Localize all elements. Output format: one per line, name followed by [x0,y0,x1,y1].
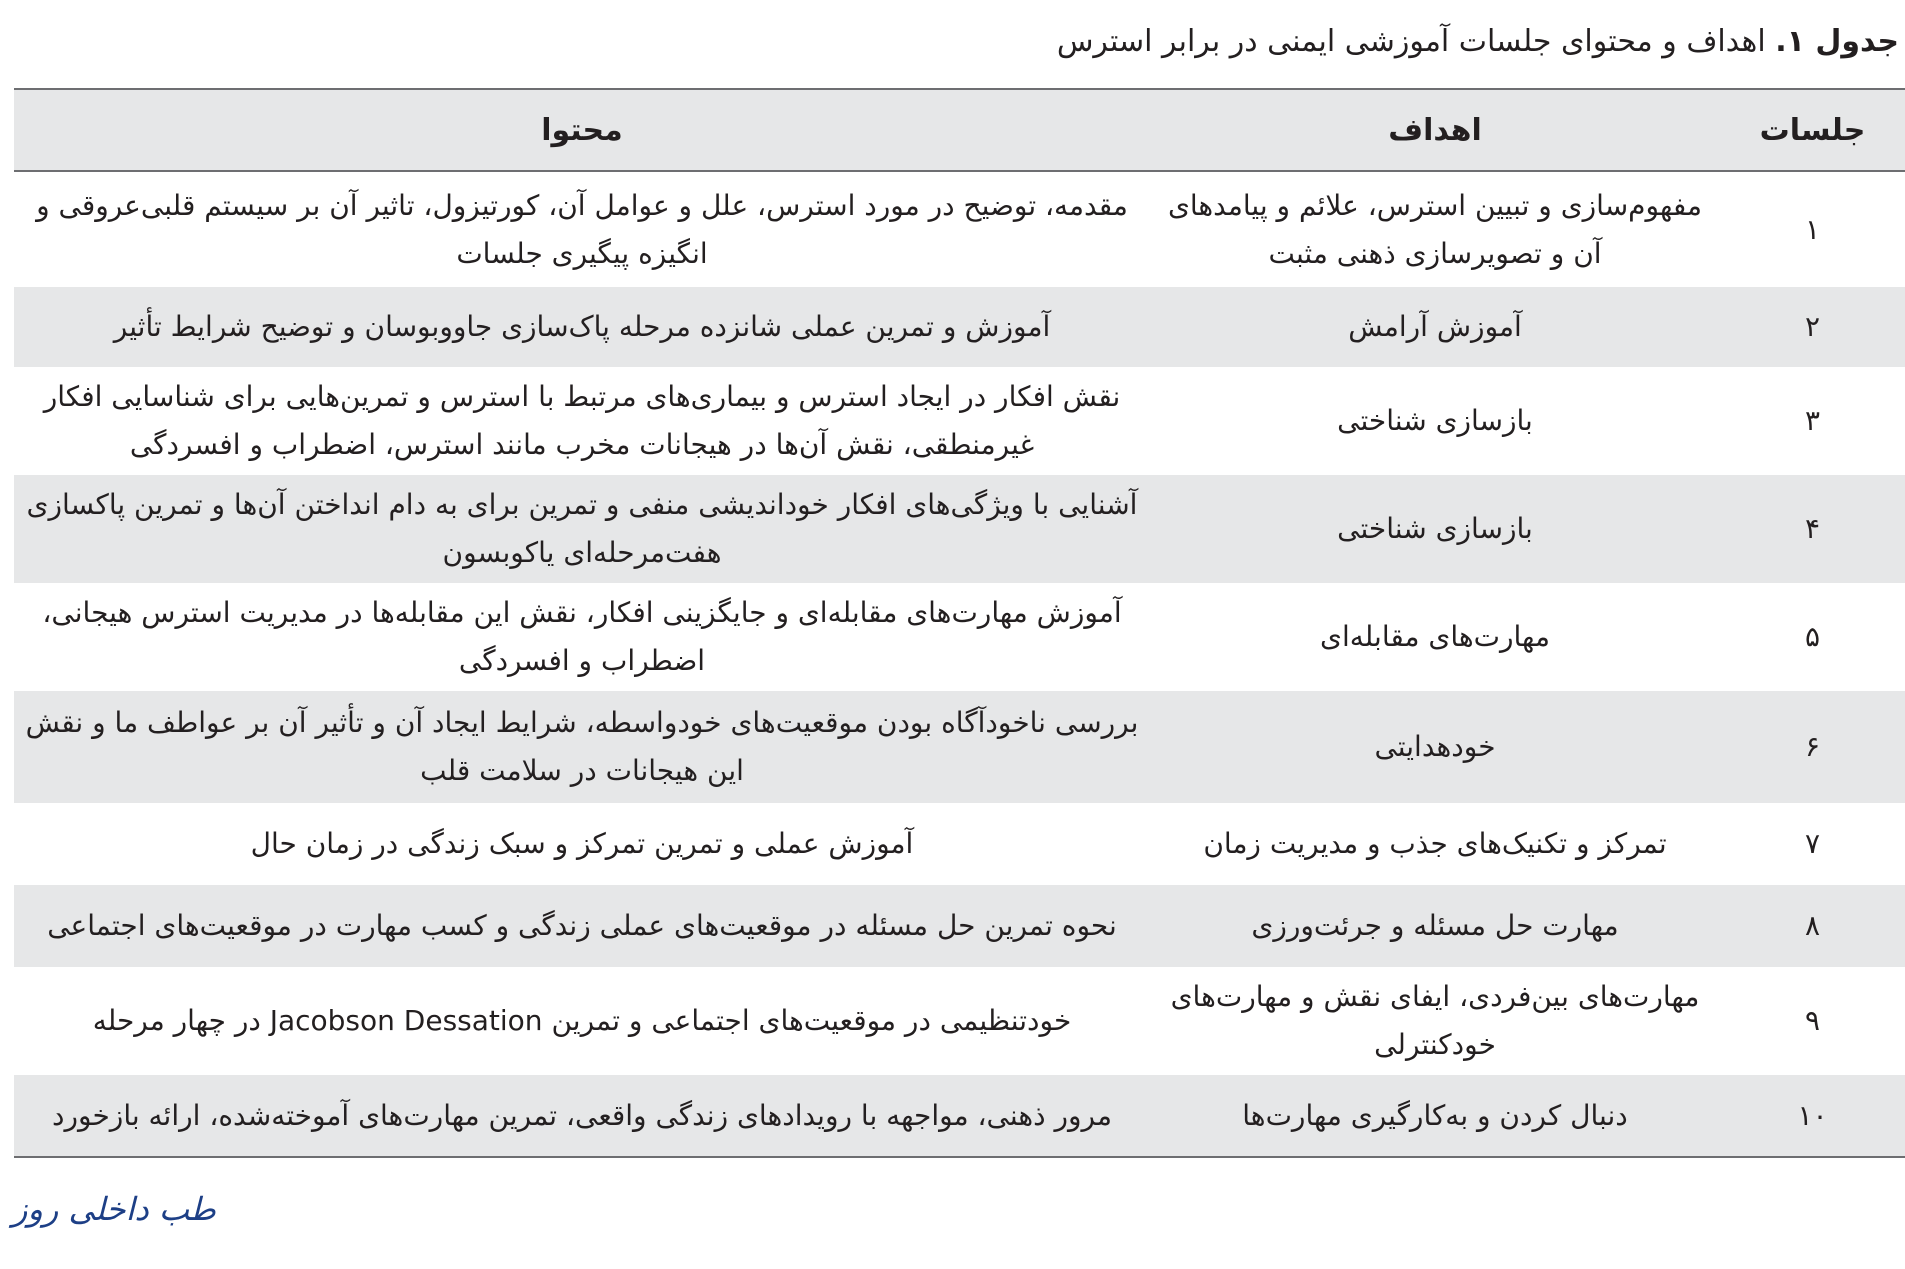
table-caption [19,18,1899,66]
journal-logo: طب داخلی روز [12,1190,216,1228]
table-header [14,89,1905,171]
session-goal: بازسازی شناختی [1337,404,1533,437]
session-goal: مهارت‌های بین‌فردی، ایفای نقش و مهارت‌های خودکنترلی [1170,980,1700,1061]
session-content: آموزش و تمرین عملی شانزده مرحله پاک‌سازی جاووبوسان و توضیح شرایط تأثیر [113,310,1051,343]
session-goal: مهارت حل مسئله و جرئت‌ورزی [1251,909,1619,942]
session-goal: تمرکز و تکنیک‌های جذب و مدیریت زمان [1203,827,1667,860]
session-content: آموزش مهارت‌های مقابله‌ای و جایگزینی افکار، نقش این مقابله‌ها در مدیریت استرس هیجانی، اضطراب و افسردگی [42,596,1122,677]
session-number: ۱۰ [1797,1098,1828,1132]
table-row [14,583,1905,691]
session-goal: آموزش آرامش [1348,310,1522,343]
session-number: ۷ [1804,827,1821,860]
table-row [14,967,1905,1075]
table-row [14,1075,1905,1157]
header-goals: اهداف [1388,112,1482,148]
session-content: نقش افکار در ایجاد استرس و بیماری‌های مرتبط با استرس و تمرین‌هایی برای شناسایی افکار غیرمنطقی، نقش آن‌ها در هیجانات مخرب مانند استرس، اضطراب و افسردگی [43,380,1121,461]
table-row [14,367,1905,475]
session-number: ۹ [1804,1004,1821,1037]
sessions-table-wrapper [14,88,1905,1158]
session-number: ۱ [1804,212,1821,246]
session-number: ۳ [1804,404,1821,437]
session-content: آموزش عملی و تمرین تمرکز و سبک زندگی در زمان حال [250,827,914,860]
table-row [14,475,1905,583]
session-number: ۴ [1804,512,1821,545]
table-header-row [14,89,1905,171]
session-goal: مهارت‌های مقابله‌ای [1320,620,1550,653]
session-content: خودتنظیمی در موقعیت‌های اجتماعی و تمرین Jacobson Dessation در چهار مرحله [92,1004,1072,1037]
session-goal: خودهدایتی [1374,730,1496,763]
session-content: مقدمه، توضیح در مورد استرس، علل و عوامل آن، کورتیزول، تاثیر آن بر سیستم قلبی‌عروقی و انگیزه پیگیری جلسات [36,188,1128,270]
table-row [14,287,1905,367]
table-row [14,885,1905,967]
header-sessions: جلسات [1759,112,1866,148]
table-row [14,803,1905,885]
session-number: ۸ [1804,909,1821,942]
session-number: ۶ [1804,730,1821,763]
sessions-table [14,88,1905,1158]
session-number: ۲ [1804,310,1821,343]
session-number: ۵ [1804,620,1821,653]
session-content: بررسی ناخودآگاه بودن موقعیت‌های خودواسطه، شرایط ایجاد آن و تأثیر آن بر عواطف ما و نقش این هیجانات در سلامت قلب [25,706,1139,787]
table-row [14,691,1905,803]
session-content: نحوه تمرین حل مسئله در موقعیت‌های عملی زندگی و کسب مهارت در موقعیت‌های اجتماعی [47,909,1117,942]
header-content: محتوا [541,112,623,148]
caption-text: اهداف و محتوای جلسات آموزشی ایمنی در برابر استرس [1056,24,1766,59]
session-goal: بازسازی شناختی [1337,512,1533,545]
session-content: مرور ذهنی، مواجهه با رویدادهای زندگی واقعی، تمرین مهارت‌های آموخته‌شده، ارائه بازخورد [52,1098,1112,1132]
table-row [14,171,1905,287]
session-goal: دنبال کردن و به‌کارگیری مهارت‌ها [1242,1098,1628,1132]
session-content: آشنایی با ویژگی‌های افکار خوداندیشی منفی و تمرین برای به دام انداختن آن‌ها و تمرین پاکسازی هفت‌مرحله‌ای یاکوبسون [26,488,1138,569]
table-body [14,171,1905,1157]
session-goal: مفهوم‌سازی و تبیین استرس، علائم و پیامدهای آن و تصویرسازی ذهنی مثبت [1167,188,1703,270]
caption-label: جدول ۱. [1775,24,1899,59]
